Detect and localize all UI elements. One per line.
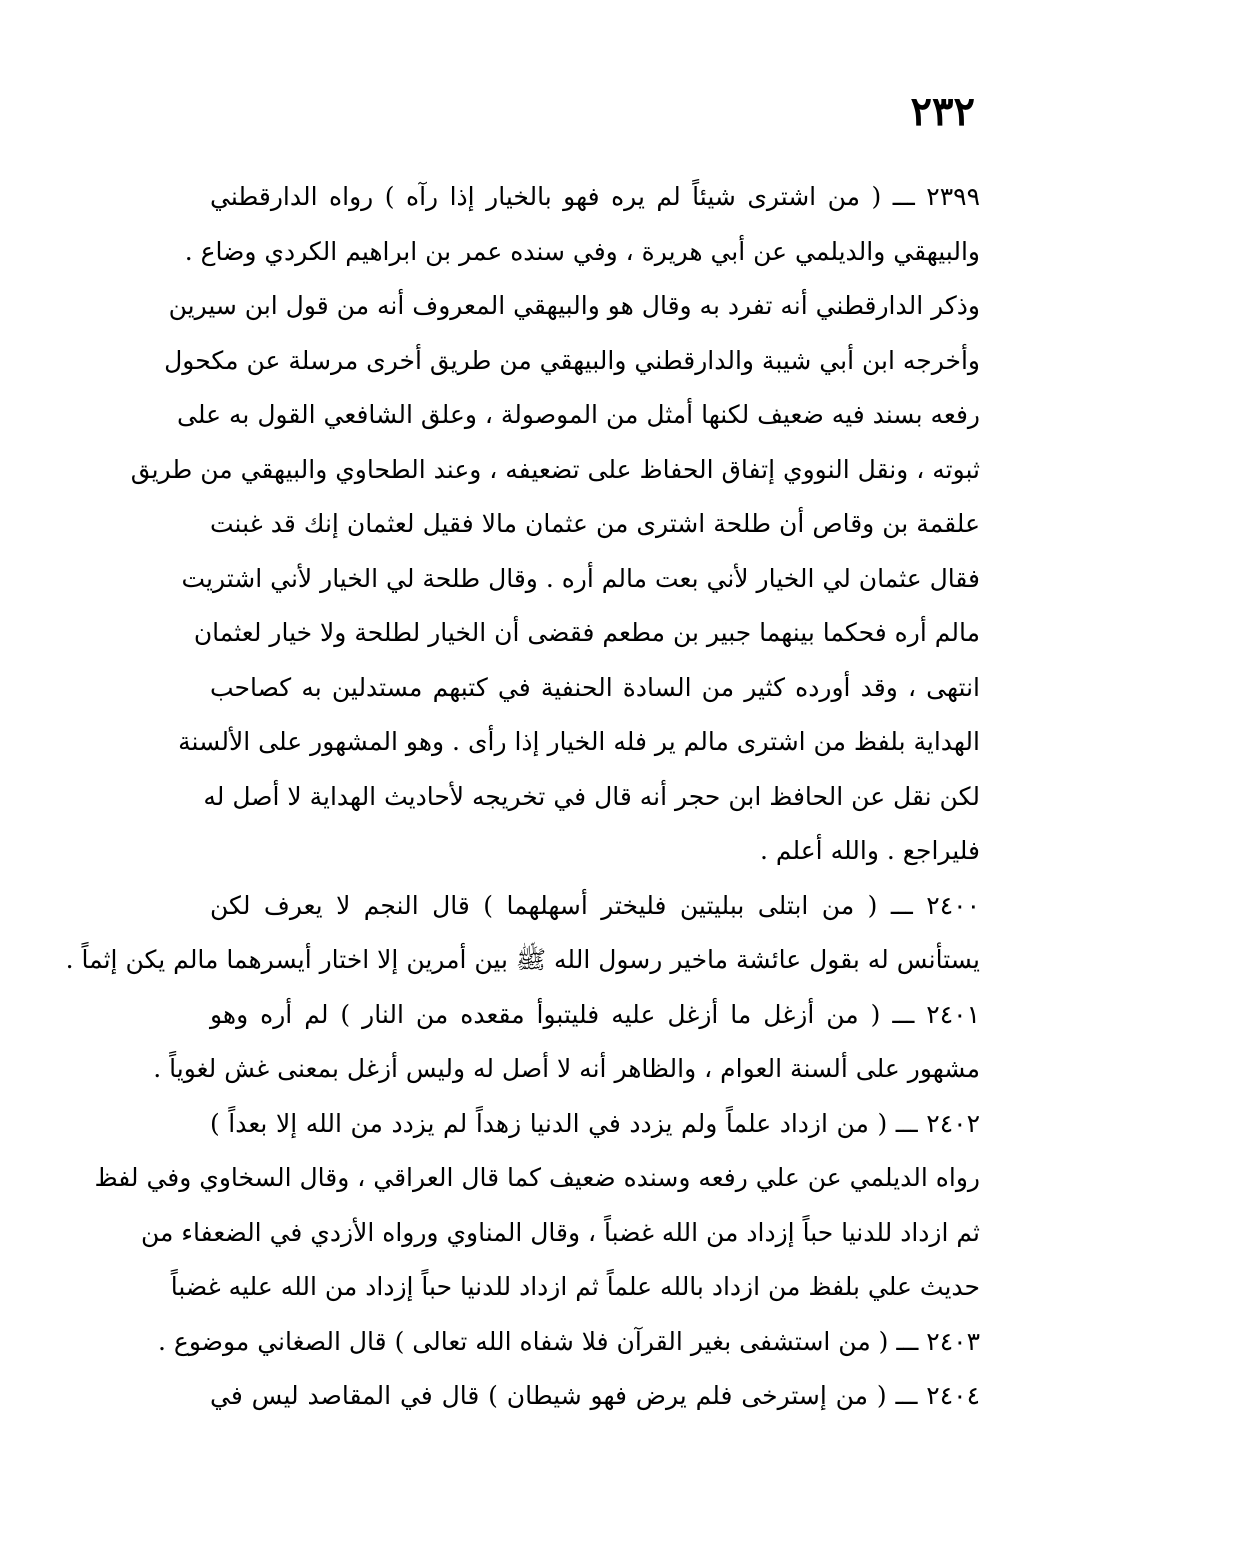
text-line: ثبوته ، ونقل النووي إتفاق الحفاظ على تضعيفه ، وعند الطحاوي والبيهقي من طريق xyxy=(130,454,980,484)
entry-2400-line: ٢٤٠٠ ـــ ( من ابتلى ببليتين فليختر أسهلهما ) قال النجم لا يعرف لكن xyxy=(210,890,980,920)
entry-2403-line: ٢٤٠٣ ـــ ( من استشفى بغير القرآن فلا شفاه الله تعالى ) قال الصغاني موضوع . xyxy=(158,1326,980,1356)
text-line: يستأنس له بقول عائشة ماخير رسول الله ﷺ بين أمرين إلا اختار أيسرهما مالم يكن إثماً . xyxy=(65,945,980,974)
text-line: مشهور على ألسنة العوام ، والظاهر أنه لا أصل له وليس أزغل بمعنى غش لغوياً . xyxy=(153,1054,980,1083)
text-line: وأخرجه ابن أبي شيبة والدارقطني والبيهقي من طريق أخرى مرسلة عن مكحول xyxy=(164,345,980,375)
entry-2402-line: ٢٤٠٢ ـــ ( من ازداد علماً ولم يزدد في الدنيا زهداً لم يزدد من الله إلا بعداً ) xyxy=(210,1108,980,1138)
text-line: انتهى ، وقد أورده كثير من السادة الحنفية في كتبهم مستدلين به كصاحب xyxy=(210,672,980,702)
text-line: ثم ازداد للدنيا حباً إزداد من الله غضباً ، وقال المناوي ورواه الأزدي في الضعفاء من xyxy=(140,1217,980,1247)
text-line: لكن نقل عن الحافظ ابن حجر أنه قال في تخريجه لأحاديث الهداية لا أصل له xyxy=(203,781,980,811)
text-line: فليراجع . والله أعلم . xyxy=(759,836,980,865)
entry-2404-line: ٢٤٠٤ ـــ ( من إسترخى فلم يرض فهو شيطان ) قال في المقاصد ليس في xyxy=(210,1381,980,1410)
text-line: الهداية بلفظ من اشترى مالم ير فله الخيار إذا رأى . وهو المشهور على الألسنة xyxy=(178,727,980,756)
text-line: مالم أره فحكما بينهما جبير بن مطعم فقضى أن الخيار لطلحة ولا خيار لعثمان xyxy=(193,618,980,647)
text-line: والبيهقي والديلمي عن أبي هريرة ، وفي سنده عمر بن ابراهيم الكردي وضاع . xyxy=(184,236,980,266)
text-line: وذكر الدارقطني أنه تفرد به وقال هو والبيهقي المعروف أنه من قول ابن سيرين xyxy=(168,291,980,320)
text-line: ٢٣٩٩ ـــ ( من اشترى شيئاً لم يره فهو بالخيار إذا رآه ) رواه الدارقطني xyxy=(210,182,980,211)
text-line: رواه الديلمي عن علي رفعه وسنده ضعيف كما قال العراقي ، وقال السخاوي وفي لفظ xyxy=(94,1163,980,1192)
entry-2401-line: ٢٤٠١ ـــ ( من أزغل ما أزغل عليه فليتبوأ مقعده من النار ) لم أره وهو xyxy=(210,999,980,1029)
text-line: علقمة بن وقاص أن طلحة اشترى من عثمان مالا فقيل لعثمان إنك قد غبنت xyxy=(210,509,980,538)
text-line: رفعه بسند فيه ضعيف لكنها أمثل من الموصولة ، وعلق الشافعي القول به على xyxy=(177,400,980,429)
body-text xyxy=(65,170,980,1424)
page-number: ٢٣٢ xyxy=(910,88,975,135)
text-line: فقال عثمان لي الخيار لأني بعت مالم أره . وقال طلحة لي الخيار لأني اشتريت xyxy=(181,563,980,593)
text-line: حديث علي بلفظ من ازداد بالله علماً ثم ازداد للدنيا حباً إزداد من الله عليه غضباً xyxy=(170,1272,980,1301)
